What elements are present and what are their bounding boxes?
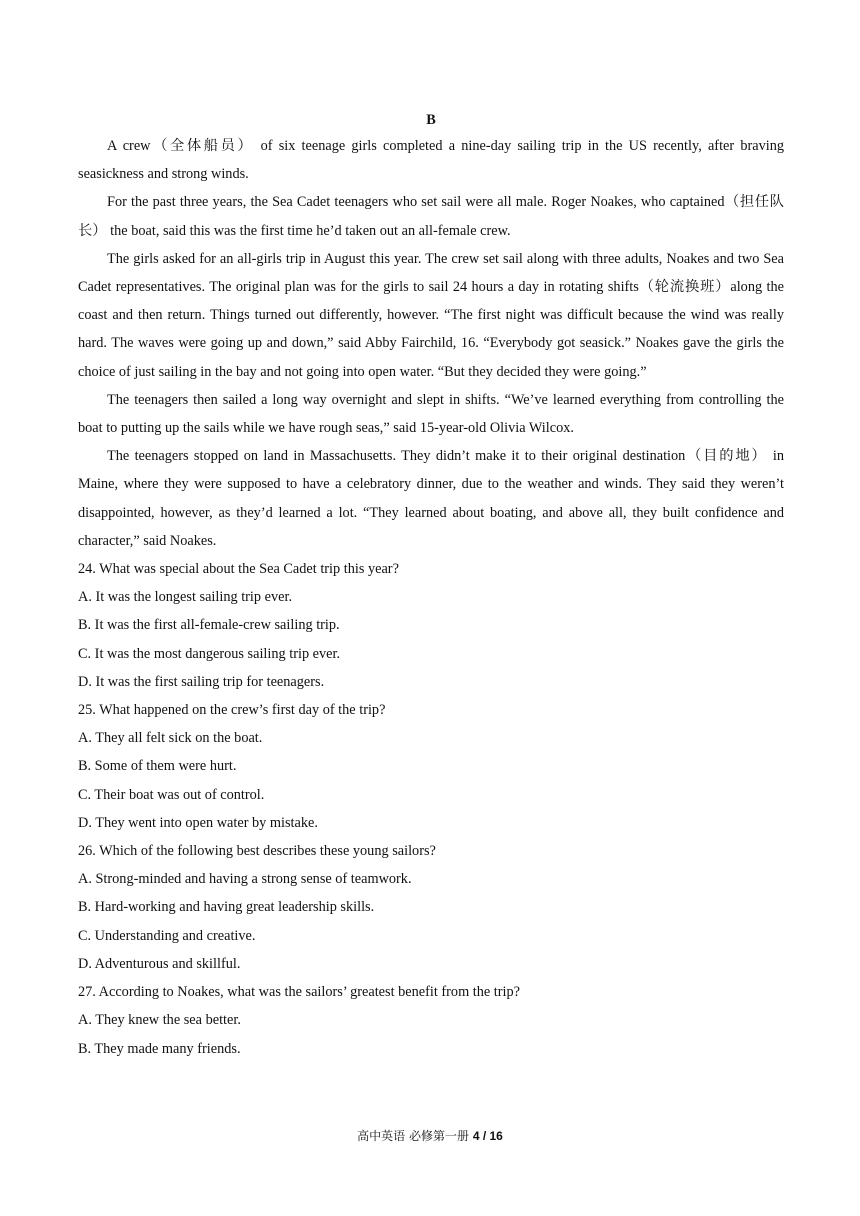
answer-option: A. They all felt sick on the boat.	[78, 730, 263, 747]
answer-option: B. Hard-working and having great leadership skills.	[78, 899, 375, 916]
question-stem: 24. What was special about the Sea Cadet trip this year?	[78, 561, 399, 578]
answer-option: A. Strong-minded and having a strong sense of teamwork.	[78, 871, 412, 888]
question-25	[78, 696, 784, 837]
passage-paragraph: The girls asked for an all-girls trip in August this year. The crew set sail along with three adults, Noakes and two Sea Cadet representatives. The original plan was for the girls to sail 24 hours a day in rotating shifts（轮流换班）along the coast and then return. Things turned out differently, however. “The first night was difficult because the wind was really hard. The waves were going up and down,” said Abby Fairchild, 16. “Everybody got seasick.” Noakes gave the girls the choice of just sailing in the bay and not going into open water. “But they decided they were going.”	[78, 250, 784, 380]
question-24	[78, 555, 784, 696]
question-27	[78, 978, 784, 1063]
question-stem: 27. According to Noakes, what was the sailors’ greatest benefit from the trip?	[78, 984, 521, 1001]
question-26	[78, 837, 784, 978]
answer-option: C. Understanding and creative.	[78, 927, 256, 944]
answer-option: C. Their boat was out of control.	[78, 786, 265, 803]
question-stem: 25. What happened on the crew’s first day of the trip?	[78, 702, 386, 719]
answer-option: D. It was the first sailing trip for teenagers.	[78, 673, 325, 690]
footer-label: 高中英语 必修第一册	[357, 1129, 469, 1143]
answer-option: B. Some of them were hurt.	[78, 758, 237, 775]
section-title: B	[426, 112, 436, 128]
page-footer	[0, 1128, 860, 1144]
answer-option: C. It was the most dangerous sailing trip ever.	[78, 645, 341, 662]
answer-option: A. It was the longest sailing trip ever.	[78, 589, 293, 606]
question-stem: 26. Which of the following best describes these young sailors?	[78, 843, 436, 860]
passage-paragraph: For the past three years, the Sea Cadet teenagers who set sail were all male. Roger Noakes, who captained（担任队长） the boat, said this was the first time he’d taken out an all-female crew.	[78, 194, 784, 239]
page-number: 4 / 16	[472, 1129, 503, 1143]
passage-paragraph: A crew（全体船员） of six teenage girls completed a nine-day sailing trip in the US recently, after braving seasickness and strong winds.	[78, 138, 784, 183]
answer-option: D. Adventurous and skillful.	[78, 955, 241, 972]
answer-option: B. It was the first all-female-crew sailing trip.	[78, 617, 340, 634]
answer-option: B. They made many friends.	[78, 1040, 241, 1057]
answer-option: A. They knew the sea better.	[78, 1012, 241, 1029]
passage-paragraph: The teenagers then sailed a long way overnight and slept in shifts. “We’ve learned everything from controlling the boat to putting up the sails while we have rough seas,” said 15-year-old Olivia Wilcox.	[78, 391, 784, 437]
passage-paragraph: The teenagers stopped on land in Massachusetts. They didn’t make it to their original destination（目的地） in Maine, where they were supposed to have a celebratory dinner, due to the weather and winds. They said they weren’t disappointed, however, as they’d learned a lot. “They learned about boating, and above all, they built confidence and character,” said Noakes.	[78, 448, 784, 549]
reading-section	[78, 108, 784, 1063]
answer-option: D. They went into open water by mistake.	[78, 814, 318, 831]
